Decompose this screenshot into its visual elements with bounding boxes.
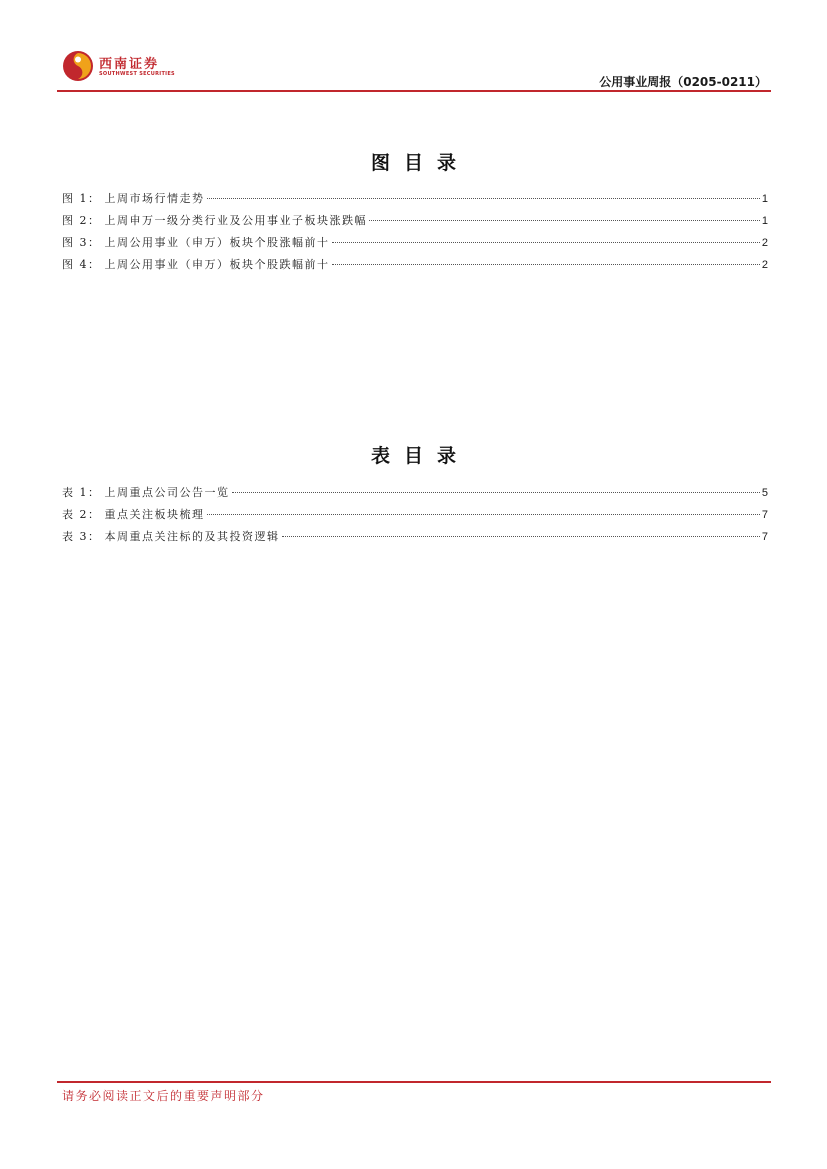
toc-entry-label: 图 2： xyxy=(62,214,101,227)
toc-entry-label: 表 3： xyxy=(62,530,101,543)
toc-entry-page: 7 xyxy=(761,509,768,521)
toc-entry-figure-4[interactable] xyxy=(62,256,768,278)
toc-entry-page: 7 xyxy=(761,531,768,543)
header-divider xyxy=(57,90,771,92)
toc-leader-dots xyxy=(332,264,760,265)
footer-divider xyxy=(57,1081,771,1083)
toc-entry-label: 图 3： xyxy=(62,236,101,249)
logo-name: 西南证券 xyxy=(99,57,160,72)
report-title: 公用事业周报（0205-0211） xyxy=(599,75,767,89)
toc-entry-figure-2[interactable] xyxy=(62,212,768,234)
toc-entry-table-3[interactable] xyxy=(62,528,768,550)
toc-entry-text: 上周申万一级分类行业及公用事业子板块涨跌幅 xyxy=(104,214,367,227)
toc-entry-figure-1[interactable] xyxy=(62,190,768,212)
toc-entry-figure-3[interactable] xyxy=(62,234,768,256)
toc-entry-text: 重点关注板块梳理 xyxy=(104,508,205,521)
toc-leader-dots xyxy=(282,536,760,537)
company-logo xyxy=(62,50,175,84)
figures-toc-title: 图目录 xyxy=(370,152,470,174)
toc-leader-dots xyxy=(207,514,760,515)
toc-entry-table-1[interactable] xyxy=(62,484,768,506)
toc-entry-text: 本周重点关注标的及其投资逻辑 xyxy=(104,530,280,543)
toc-entry-text: 上周重点公司公告一览 xyxy=(104,486,230,499)
tables-toc-title: 表目录 xyxy=(370,445,470,467)
toc-entry-text: 上周公用事业（申万）板块个股涨幅前十 xyxy=(104,236,330,249)
toc-leader-dots xyxy=(332,242,760,243)
disclaimer-note: 请务必阅读正文后的重要声明部分 xyxy=(62,1089,265,1103)
logo-subtitle: SOUTHWEST SECURITIES xyxy=(99,71,175,77)
toc-leader-dots xyxy=(369,220,760,221)
toc-entry-label: 图 1： xyxy=(62,192,101,205)
toc-entry-page: 5 xyxy=(761,487,768,499)
toc-entry-page: 2 xyxy=(761,259,768,271)
toc-entry-label: 图 4： xyxy=(62,258,101,271)
toc-leader-dots xyxy=(232,492,760,493)
toc-entry-label: 表 1： xyxy=(62,486,101,499)
toc-entry-page: 2 xyxy=(761,237,768,249)
toc-entry-text: 上周市场行情走势 xyxy=(104,192,205,205)
figures-toc-list xyxy=(62,190,768,278)
southwest-securities-logo-icon xyxy=(62,50,94,82)
toc-entry-table-2[interactable] xyxy=(62,506,768,528)
tables-toc-list xyxy=(62,484,768,550)
toc-leader-dots xyxy=(207,198,760,199)
toc-entry-page: 1 xyxy=(761,193,768,205)
toc-entry-page: 1 xyxy=(761,215,768,227)
toc-entry-label: 表 2： xyxy=(62,508,101,521)
toc-entry-text: 上周公用事业（申万）板块个股跌幅前十 xyxy=(104,258,330,271)
